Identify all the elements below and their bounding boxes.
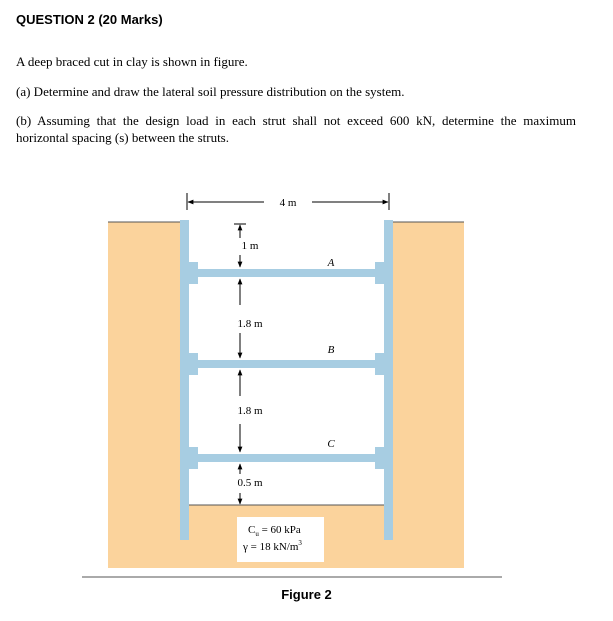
strut-c: [198, 454, 375, 462]
wale-left-c: [189, 447, 198, 469]
sheet-pile-left: [180, 220, 189, 540]
gamma-text: [242, 539, 302, 553]
cu-subscript: u: [255, 530, 259, 538]
wale-left-a: [189, 262, 198, 284]
gamma-superscript: 3: [298, 539, 302, 547]
cu-symbol: C: [248, 524, 256, 536]
strut-b: [198, 360, 375, 368]
dim-3-label: 1.8 m: [237, 405, 263, 417]
part-a-text: (a) Determine and draw the lateral soil pressure distribution on the system.: [16, 84, 405, 99]
soil-right: [387, 222, 464, 568]
wale-right-a: [375, 262, 384, 284]
strut-b-label: B: [327, 344, 335, 356]
strut-a: [198, 269, 375, 277]
width-label: 4 m: [279, 197, 297, 209]
dim-4-label: 0.5 m: [237, 477, 263, 489]
cu-value: = 60 kPa: [258, 524, 301, 536]
wale-right-b: [375, 353, 384, 375]
question-heading: QUESTION 2 (20 Marks): [16, 12, 163, 27]
figure-caption: Figure 2: [281, 587, 332, 602]
dim-2-label: 1.8 m: [237, 318, 263, 330]
strut-a-label: A: [327, 257, 335, 269]
dim-1-label: 1 m: [241, 240, 259, 252]
intro-text: A deep braced cut in clay is shown in figure.: [16, 54, 248, 69]
wale-right-c: [375, 447, 384, 469]
gamma-value: γ = 18 kN/m: [243, 541, 299, 553]
strut-c-label: C: [327, 438, 335, 450]
wale-left-b: [189, 353, 198, 375]
part-b-text: (b) Assuming that the design load in each strut shall not exceed 600 kN, determine the maximum horizontal spacing (s) between the struts.: [16, 113, 576, 145]
soil-left: [108, 222, 184, 568]
sheet-pile-right: [384, 220, 393, 540]
